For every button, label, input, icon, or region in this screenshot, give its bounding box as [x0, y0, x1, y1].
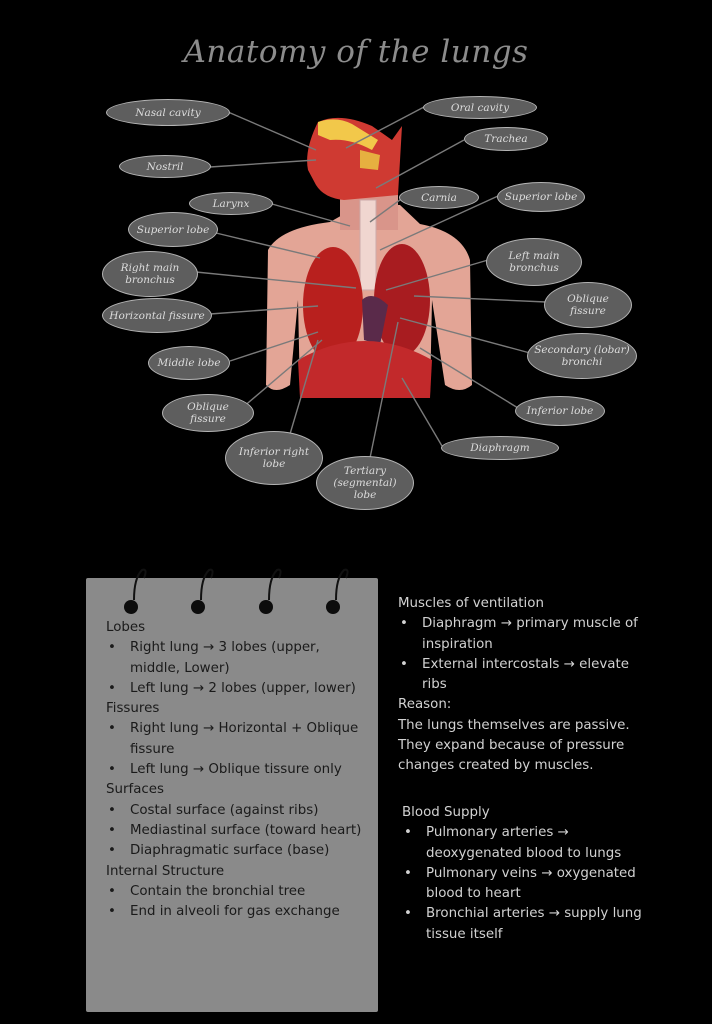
label-superior-lobe-left: Superior lobe	[497, 182, 585, 212]
left-lung-fissures: • Left lung → Oblique tissure only	[106, 760, 366, 780]
trachea-shape	[360, 200, 376, 290]
binder-ring	[132, 568, 148, 606]
binder-ring	[267, 568, 283, 606]
fissures-heading: Fissures	[106, 701, 160, 717]
page-title: Anatomy of the lungs	[183, 34, 529, 70]
surfaces-heading: Surfaces	[106, 782, 164, 798]
label-horizontal-fissure: Horizontal fissure	[102, 298, 212, 333]
label-inferior-lobe: Inferior lobe	[515, 396, 605, 426]
muscles-heading: Muscles of ventilation	[398, 596, 544, 611]
label-oral-cavity: Oral cavity	[423, 96, 537, 119]
label-larynx: Larynx	[189, 192, 273, 215]
internal-structure-heading: Internal Structure	[106, 863, 225, 879]
label-trachea: Trachea	[464, 127, 548, 151]
diaphragmatic-surface: • Diaphragmatic surface (base)	[106, 841, 366, 861]
blood-supply-section	[402, 803, 642, 945]
label-oblique-fissure-right: Oblique fissure	[162, 394, 254, 432]
label-oblique-fissure-left: Oblique fissure	[544, 282, 632, 328]
label-carnia: Carnia	[399, 186, 479, 209]
bronchial-arteries: • Bronchial arteries → supply lung tissue itself	[402, 904, 642, 945]
label-middle-lobe: Middle lobe	[148, 346, 230, 380]
blood-heading: Blood Supply	[402, 805, 490, 820]
mediastinal-surface: • Mediastinal surface (toward heart)	[106, 821, 366, 841]
right-lung-fissures: • Right lung → Horizontal + Oblique fissure	[106, 719, 366, 760]
muscles-intercostals: • External intercostals → elevate ribs	[398, 655, 648, 696]
pulmonary-veins: • Pulmonary veins → oxygenated blood to heart	[402, 864, 642, 905]
right-lung-lobes: • Right lung → 3 lobes (upper, middle, Lower)	[106, 638, 366, 679]
alveoli: • End in alveoli for gas exchange	[106, 902, 366, 922]
lobes-heading: Lobes	[106, 620, 146, 635]
label-nostril: Nostril	[119, 155, 211, 178]
label-secondary-bronchi: Secondary (lobar) bronchi	[527, 333, 637, 379]
label-superior-lobe-right: Superior lobe	[128, 212, 218, 247]
muscles-section	[398, 594, 648, 777]
label-nasal-cavity: Nasal cavity	[106, 99, 230, 126]
label-diaphragm: Diaphragm	[441, 436, 559, 460]
reason-text: The lungs themselves are passive. They expand because of pressure changes created by muscles.	[398, 717, 630, 774]
label-inferior-right-lobe: Inferior right lobe	[225, 431, 323, 485]
left-lung-lobes: • Left lung → 2 lobes (upper, lower)	[106, 679, 366, 699]
label-right-main-bronchus: Right main bronchus	[102, 251, 198, 297]
card-notes	[106, 618, 366, 922]
binder-ring	[334, 568, 350, 606]
left-lung-shape	[374, 244, 430, 356]
reason-label: Reason:	[398, 697, 452, 713]
label-tertiary-lobe: Tertiary (segmental) lobe	[316, 456, 414, 510]
notes-card	[86, 578, 378, 1012]
bronchial-tree: • Contain the bronchial tree	[106, 882, 366, 902]
costal-surface: • Costal surface (against ribs)	[106, 801, 366, 821]
pulmonary-arteries: • Pulmonary arteries → deoxygenated blood to lungs	[402, 823, 642, 864]
label-left-main-bronchus: Left main bronchus	[486, 238, 582, 286]
muscles-diaphragm: • Diaphragm → primary muscle of inspiration	[398, 614, 648, 655]
binder-ring	[199, 568, 215, 606]
